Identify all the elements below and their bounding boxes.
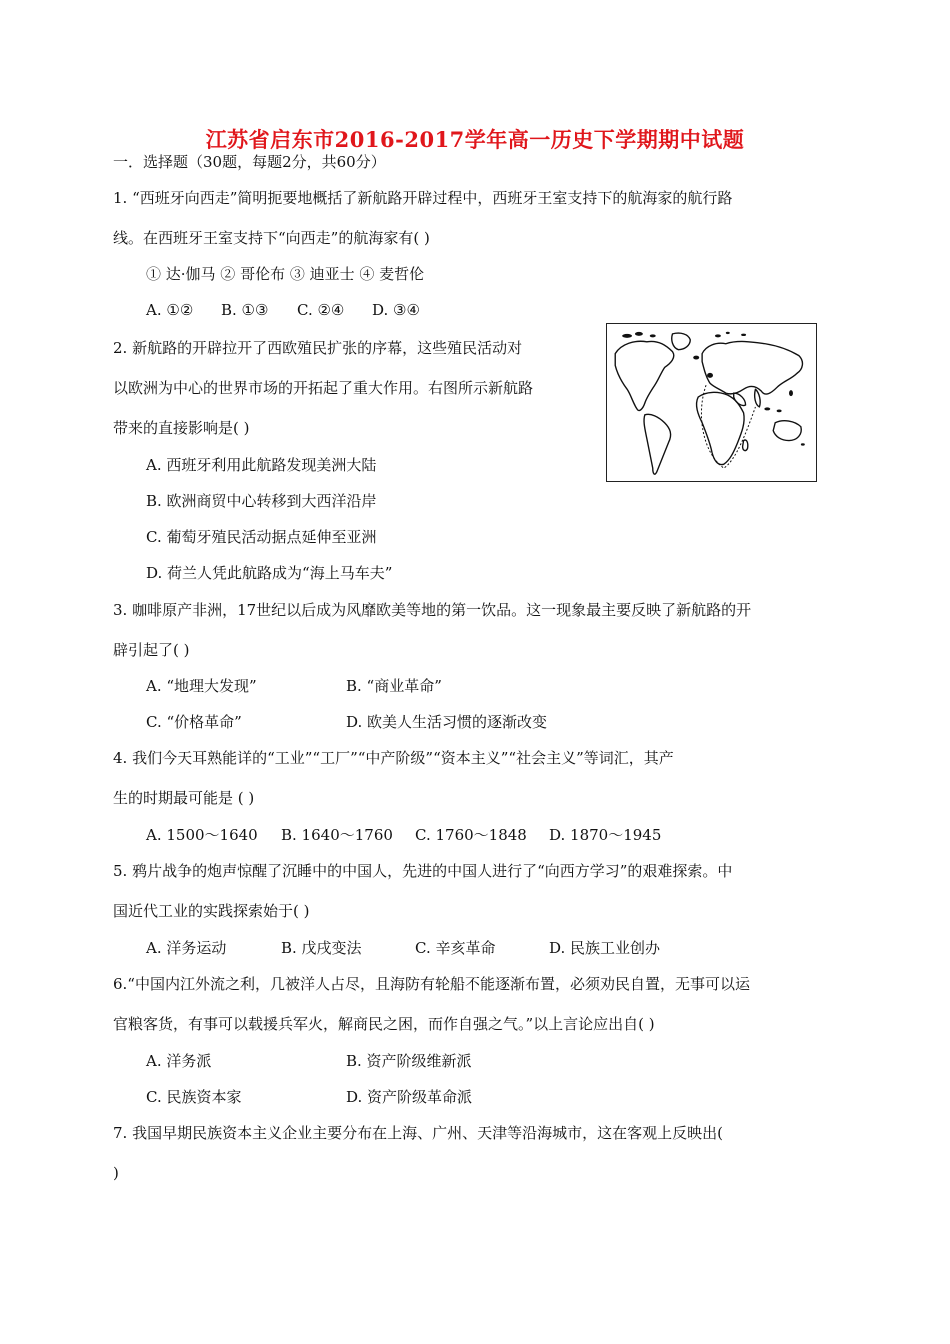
q5-option-d[interactable]: D. 民族工业创办	[549, 939, 661, 957]
q1-option-b[interactable]: B. ①③	[221, 301, 269, 319]
q1-statements: ① 达·伽马 ② 哥伦布 ③ 迪亚士 ④ 麦哲伦	[146, 265, 425, 283]
q5-line-2: 国近代工业的实践探索始于( )	[113, 902, 310, 920]
document-title: 江苏省启东市2016-2017学年高一历史下学期期中试题	[205, 127, 745, 152]
world-map-figure	[606, 323, 817, 482]
q3-option-c[interactable]: C. “价格革命”	[146, 713, 242, 731]
q4-option-c[interactable]: C. 1760～1848	[415, 826, 527, 844]
q2-option-d[interactable]: D. 荷兰人凭此航路成为“海上马车夫”	[146, 564, 393, 582]
q2-line-2: 以欧洲为中心的世界市场的开拓起了重大作用。右图所示新航路	[113, 379, 534, 397]
q6-option-c[interactable]: C. 民族资本家	[146, 1088, 242, 1106]
q1-option-d[interactable]: D. ③④	[372, 301, 420, 319]
q5-line-1: 5. 鸦片战争的炮声惊醒了沉睡中的中国人，先进的中国人进行了“向西方学习”的艰难探索。中	[113, 862, 733, 880]
q1-option-a[interactable]: A. ①②	[146, 301, 194, 319]
q7-line-1: 7. 我国早期民族资本主义企业主要分布在上海、广州、天津等沿海城市，这在客观上反映出(	[113, 1124, 723, 1142]
q4-option-a[interactable]: A. 1500～1640	[146, 826, 258, 844]
q4-line-1: 4. 我们今天耳熟能详的“工业”“工厂”“中产阶级”“资本主义”“社会主义”等词汇，其产	[113, 749, 674, 767]
q3-option-d[interactable]: D. 欧美人生活习惯的逐渐改变	[346, 713, 548, 731]
q3-line-1: 3. 咖啡原产非洲，17世纪以后成为风靡欧美等地的第一饮品。这一现象最主要反映了新航路的开	[113, 601, 752, 619]
q4-option-d[interactable]: D. 1870～1945	[549, 826, 662, 844]
q1-line-2: 线。在西班牙王室支持下“向西走”的航海家有( )	[113, 229, 430, 247]
q2-line-3: 带来的直接影响是( )	[113, 419, 250, 437]
q7-line-2: )	[113, 1164, 119, 1182]
q2-option-a[interactable]: A. 西班牙利用此航路发现美洲大陆	[146, 456, 377, 474]
q4-line-2: 生的时期最可能是 ( )	[113, 789, 255, 807]
q1-option-c[interactable]: C. ②④	[297, 301, 345, 319]
q3-line-2: 辟引起了( )	[113, 641, 190, 659]
world-map-illustration	[607, 324, 816, 481]
q6-option-a[interactable]: A. 洋务派	[146, 1052, 212, 1070]
q2-line-1: 2. 新航路的开辟拉开了西欧殖民扩张的序幕，这些殖民活动对	[113, 339, 523, 357]
section-heading: 一．选择题（30题，每题2分，共60分）	[113, 153, 386, 171]
q3-option-a[interactable]: A. “地理大发现”	[146, 677, 257, 695]
q5-option-a[interactable]: A. 洋务运动	[146, 939, 227, 957]
q5-option-c[interactable]: C. 辛亥革命	[415, 939, 496, 957]
q6-option-d[interactable]: D. 资产阶级革命派	[346, 1088, 473, 1106]
q6-option-b[interactable]: B. 资产阶级维新派	[346, 1052, 472, 1070]
q2-option-b[interactable]: B. 欧洲商贸中心转移到大西洋沿岸	[146, 492, 377, 510]
q6-line-1: 6.“中国内江外流之利，几被洋人占尽，且海防有轮船不能逐渐布置，必须劝民自置，无事可以运	[113, 975, 750, 993]
q5-option-b[interactable]: B. 戊戌变法	[281, 939, 362, 957]
q1-line-1: 1. “西班牙向西走”简明扼要地概括了新航路开辟过程中，西班牙王室支持下的航海家的航行路	[113, 189, 733, 207]
q3-option-b[interactable]: B. “商业革命”	[346, 677, 442, 695]
q4-option-b[interactable]: B. 1640～1760	[281, 826, 393, 844]
q2-option-c[interactable]: C. 葡萄牙殖民活动据点延伸至亚洲	[146, 528, 377, 546]
q6-line-2: 官粮客货，有事可以载援兵军火，解商民之困，而作自强之气。”以上言论应出自( )	[113, 1015, 655, 1033]
